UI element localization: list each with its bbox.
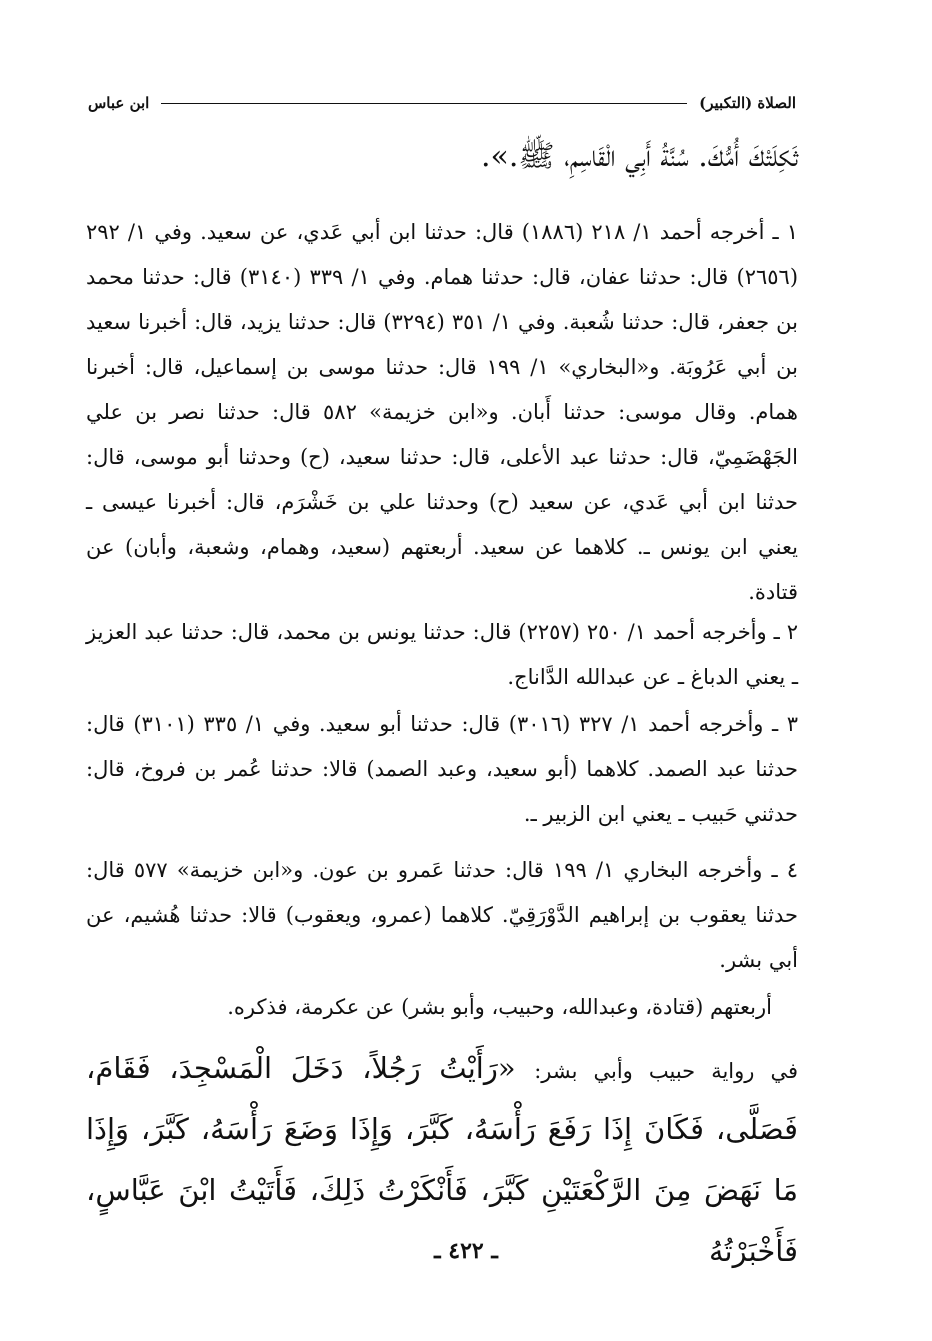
opening-hadith-text: ثَكِلَتْكَ أُمُّكَ. سُنَّةُ أَبِي الْقَاسِمِ، ﷺ.». bbox=[480, 139, 798, 174]
page-number: ـ ٤٢٢ ـ bbox=[434, 1238, 498, 1264]
narration-quote: «رَأَيْتُ رَجُلاً، دَخَلَ الْمَسْجِدَ، فَقَامَ، فَصَلَّى، فَكَانَ إِذَا رَفَعَ رَأْسَهُ، كَبَّرَ، وَإِذَا وَضَعَ رَأْسَهُ، كَبَّرَ، وَإِذَا مَا نَهَضَ مِنَ الرَّكْعَتَيْنِ كَبَّرَ، فَأَنْكَرْتُ ذَلِكَ، فَأَتَيْتُ ابْنَ عَبَّاسٍ، فَأَخْبَرْتُهُ bbox=[86, 1051, 798, 1268]
running-header bbox=[88, 90, 796, 116]
narration-lead: في رواية حبيب وأبي بشر: bbox=[534, 1059, 799, 1083]
takhrij-paragraph-4: ٤ ـ وأخرجه البخاري ١/ ١٩٩ قال: حدثنا عَمرو بن عون. و«ابن خزيمة» ٥٧٧ قال: حدثنا يعقوب بن إبراهيم الدَّوْرَقِيّ. كلاهما (عمرو، ويعقوب) قالا: حدثنا هُشيم، عن أبي بشر. bbox=[86, 858, 798, 972]
chain-summary: أربعتهم (قتادة، وعبدالله، وحبيب، وأبو بشر) عن عكرمة، فذكره. bbox=[227, 995, 772, 1019]
takhrij-paragraph-2: ٢ ـ وأخرجه أحمد ١/ ٢٥٠ (٢٢٥٧) قال: حدثنا يونس بن محمد، قال: حدثنا عبد العزيز ـ يعني الدباغ ـ عن عبدالله الدَّاناج. bbox=[86, 620, 798, 689]
header-rule bbox=[161, 103, 687, 104]
takhrij-paragraph-1: ١ ـ أخرجه أحمد ١/ ٢١٨ (١٨٨٦) قال: حدثنا ابن أبي عَدي، عن سعيد. وفي ١/ ٢٩٢ (٢٦٥٦) قال: حدثنا عفان، قال: حدثنا همام. وفي ١/ ٣٣٩ (٣١٤٠) قال: حدثنا محمد بن جعفر، قال: حدثنا شُعبة. وفي ١/ ٣٥١ (٣٢٩٤) قال: حدثنا يزيد، قال: أخبرنا سعيد بن أبي عَرُوبَة. و«البخاري» ١/ ١٩٩ قال: حدثنا موسى بن إسماعيل، قال: أخبرنا همام. وقال موسى: حدثنا أَبان. و«ابن خزيمة» ٥٨٢ قال: حدثنا نصر بن علي الجَهْضَمِيّ، قال: حدثنا عبد الأعلى، قال: حدثنا سعيد، (ح) وحدثنا أبو موسى، قال: حدثنا ابن أبي عَدي، عن سعيد (ح) وحدثنا علي بن خَشْرَم، قال: أخبرنا عيسى ـ يعني ابن يونس ـ. كلاهما عن سعيد. أربعتهم (سعيد، وهمام، وشعبة، وأبان) عن قتادة. bbox=[86, 220, 799, 604]
chapter-title: الصلاة (التكبير) bbox=[699, 94, 796, 112]
takhrij-paragraph-3: ٣ ـ وأخرجه أحمد ١/ ٣٢٧ (٣٠١٦) قال: حدثنا أبو سعيد. وفي ١/ ٣٣٥ (٣١٠١) قال: حدثنا عبد الصمد. كلاهما (أبو سعيد، وعبد الصمد) قالا: حدثنا عُمر بن فروخ، قال: حدثني حَبيب ـ يعني ابن الزبير ـ. bbox=[86, 712, 798, 826]
narrator-name: ابن عباس bbox=[88, 94, 150, 112]
